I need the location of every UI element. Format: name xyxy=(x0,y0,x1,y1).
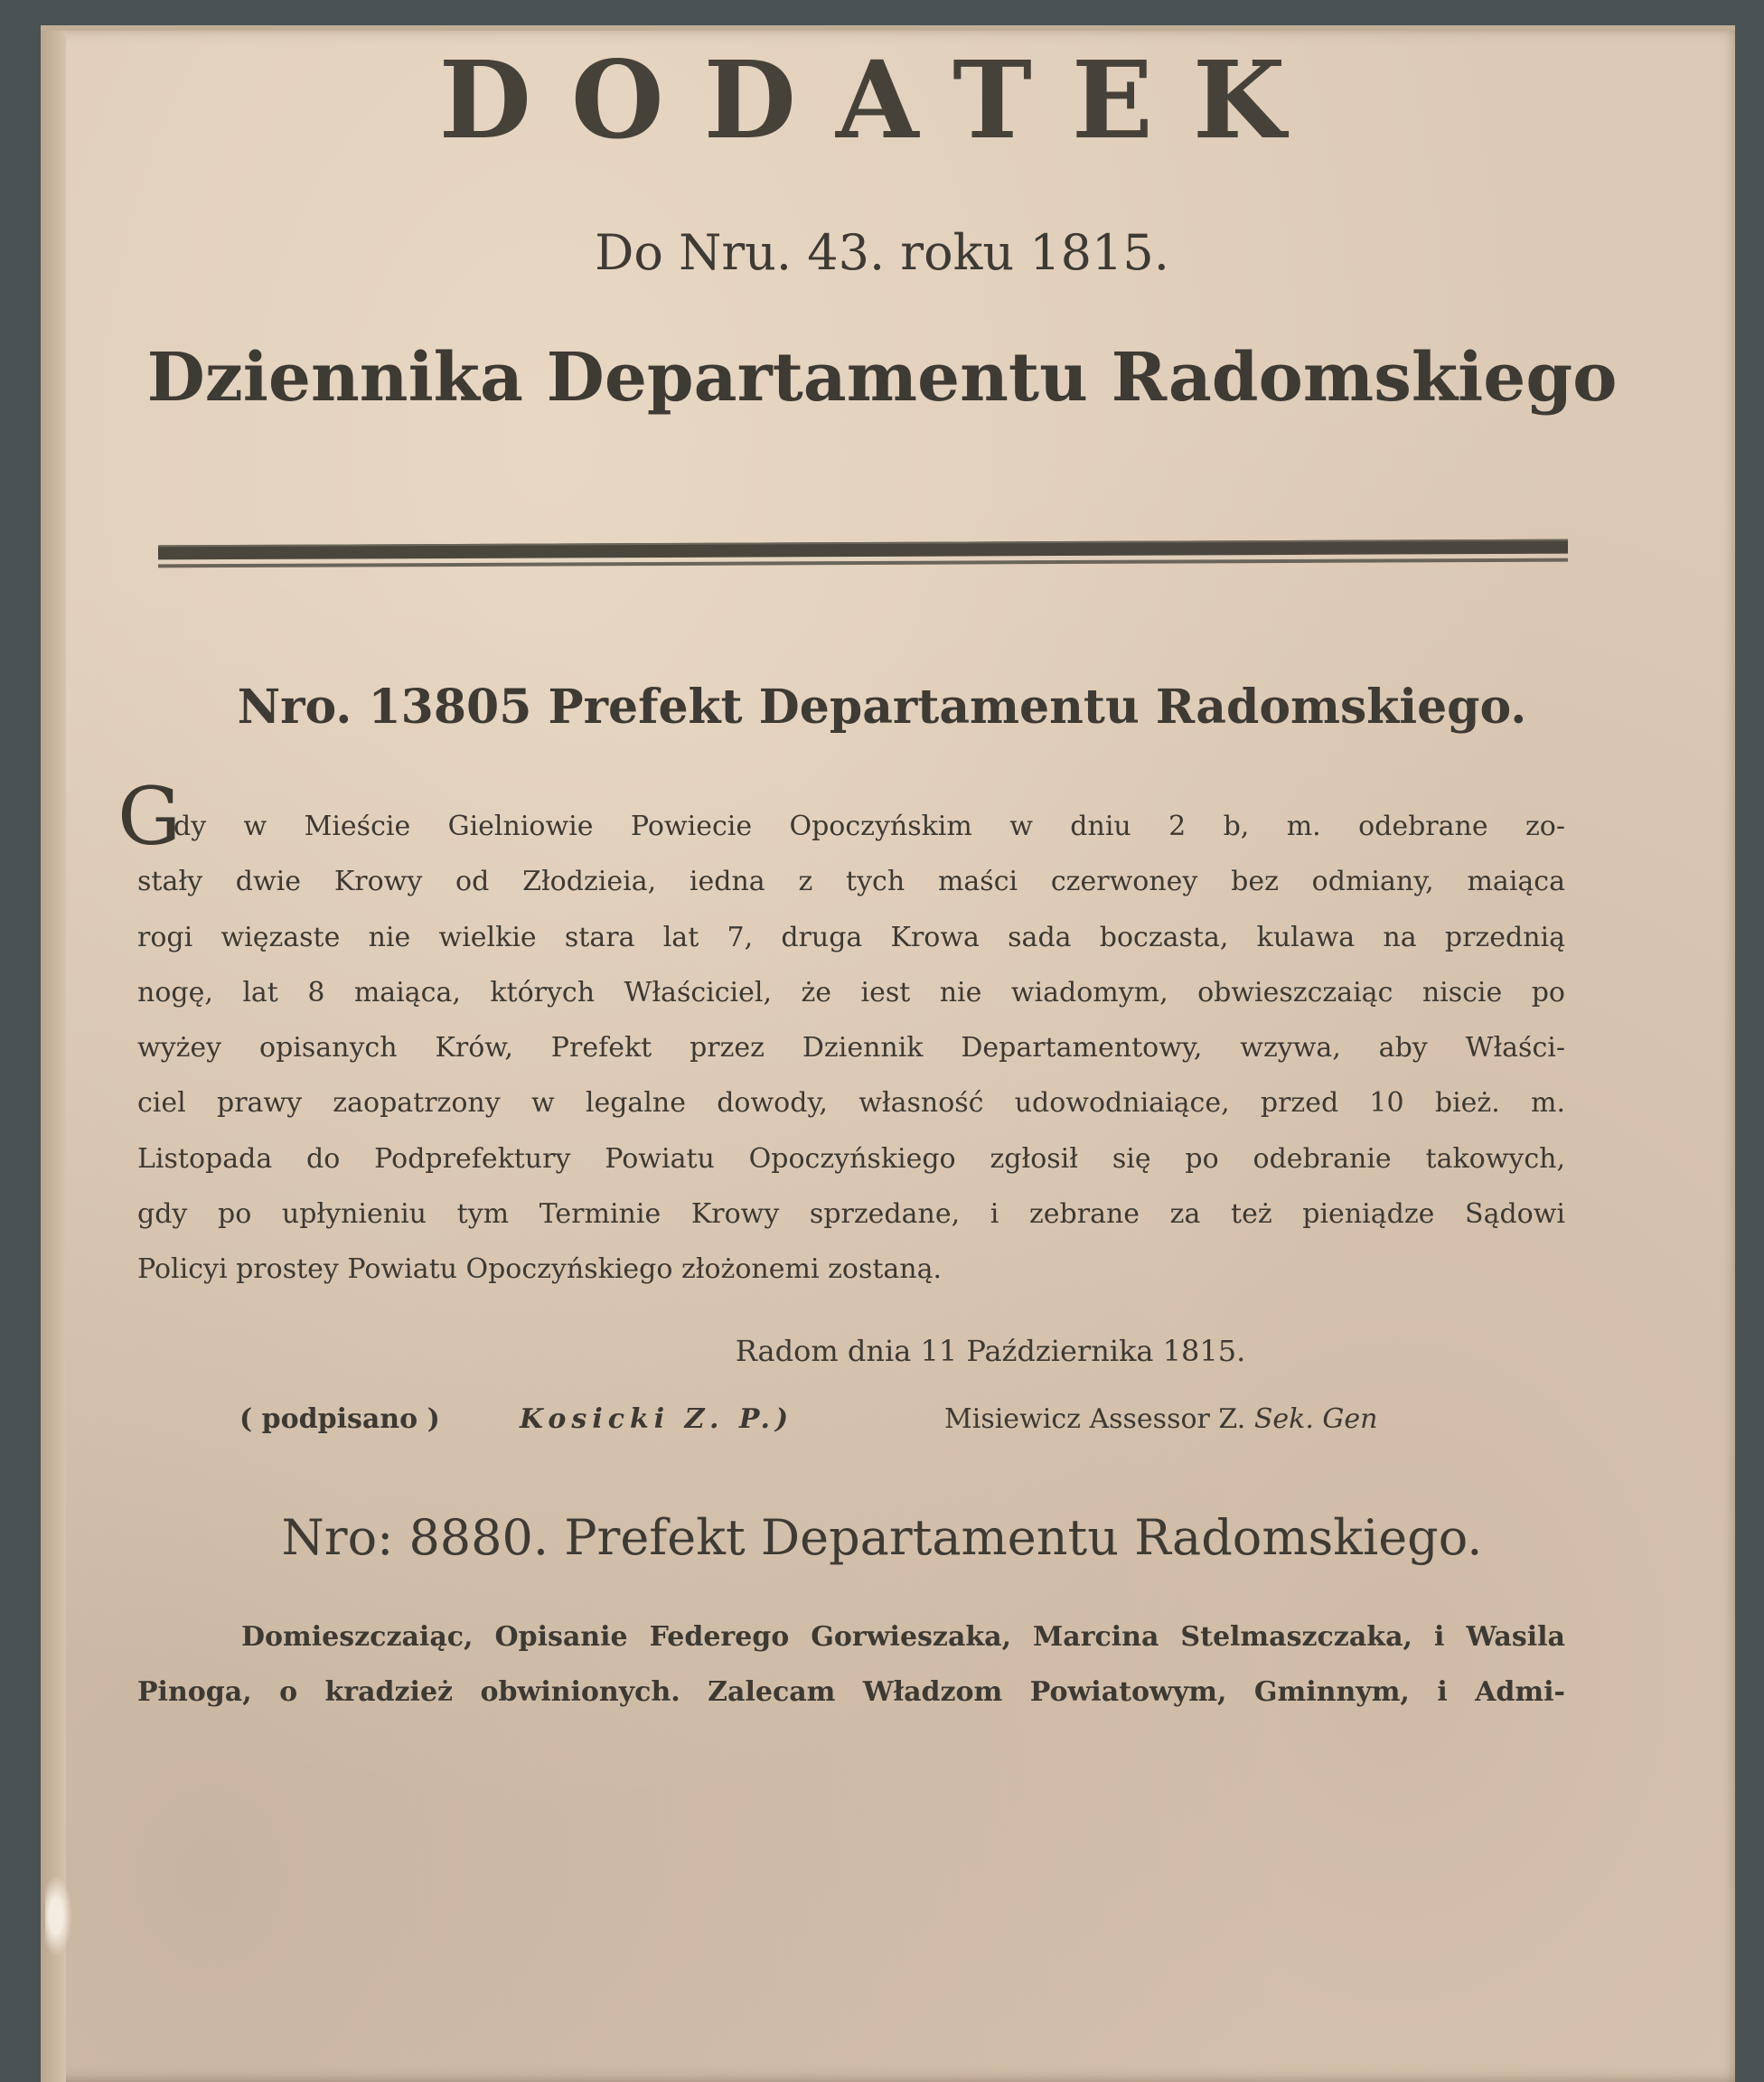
notice1-date-line: Radom dnia 11 Października 1815. xyxy=(735,1334,1246,1368)
paper-tear-mark xyxy=(45,1875,72,1956)
signer-misiewicz xyxy=(944,1403,1377,1435)
notice2-body xyxy=(137,1621,1565,1735)
notice1-heading: Nro. 13805 Prefekt Departamentu Radomskiego. xyxy=(237,680,1527,735)
signed-label: ( podpisano ) xyxy=(239,1403,440,1435)
notice1-line: wyżey opisanych Krów, Prefekt przez Dziennik Departamentowy, wzywa, aby Właści- xyxy=(137,1032,1565,1064)
notice1-line: stały dwie Krowy od Złodzieia, iedna z tych maści czerwoney bez odmiany, maiąca xyxy=(137,866,1565,898)
notice1-line: rogi więzaste nie wielkie stara lat 7, druga Krowa sada boczasta, kulawa na przednią xyxy=(137,921,1565,953)
signer-misiewicz-name: Misiewicz Assessor Z. xyxy=(944,1403,1246,1435)
notice1-dropcap: G xyxy=(117,770,182,863)
notice1-body xyxy=(117,770,1565,1312)
notice1-line: gdy po upłynieniu tym Terminie Krowy sprzedane, i zebrane za też pieniądze Sądowi xyxy=(137,1198,1565,1231)
document-title: DODATEK xyxy=(438,37,1326,163)
notice1-signatures xyxy=(239,1403,1505,1435)
notice2-heading: Nro: 8880. Prefekt Departamentu Radomskiego. xyxy=(281,1509,1483,1566)
notice1-line: Policyi prostey Powiatu Opoczyńskiego złożonemi zostaną. xyxy=(137,1253,943,1286)
issue-line: Do Nru. 43. roku 1815. xyxy=(595,224,1169,281)
notice1-line: Listopada do Podprefektury Powiatu Opoczyńskiego zgłosił się po odebranie takowych, xyxy=(137,1142,1565,1175)
signer-misiewicz-title: Sek. Gen xyxy=(1253,1403,1378,1435)
page-spine-shadow xyxy=(41,27,66,2082)
notice1-line: dy w Mieście Gielniowie Powiecie Opoczyńskim w dniu 2 b, m. odebrane zo- xyxy=(174,811,1565,842)
notice1-line: ciel prawy zaopatrzony w legalne dowody, własność udowodniaiące, przed 10 bież. m. xyxy=(137,1087,1565,1120)
notice2-line: Domieszczaiąc, Opisanie Federego Gorwieszaka, Marcina Stelmaszczaka, i Wasila xyxy=(241,1621,1565,1653)
notice2-line: Pinoga, o kradzież obwinionych. Zalecam Władzom Powiatowym, Gminnym, i Admi- xyxy=(137,1676,1565,1709)
signer-kosicki: Kosicki Z. P.) xyxy=(520,1403,794,1435)
notice1-line: nogę, lat 8 maiąca, których Właściciel, że iest nie wiadomym, obwieszczaiąc niscie po xyxy=(137,976,1565,1008)
page-top-edge xyxy=(41,25,1735,31)
journal-name: Dziennika Departamentu Radomskiego xyxy=(146,339,1618,417)
